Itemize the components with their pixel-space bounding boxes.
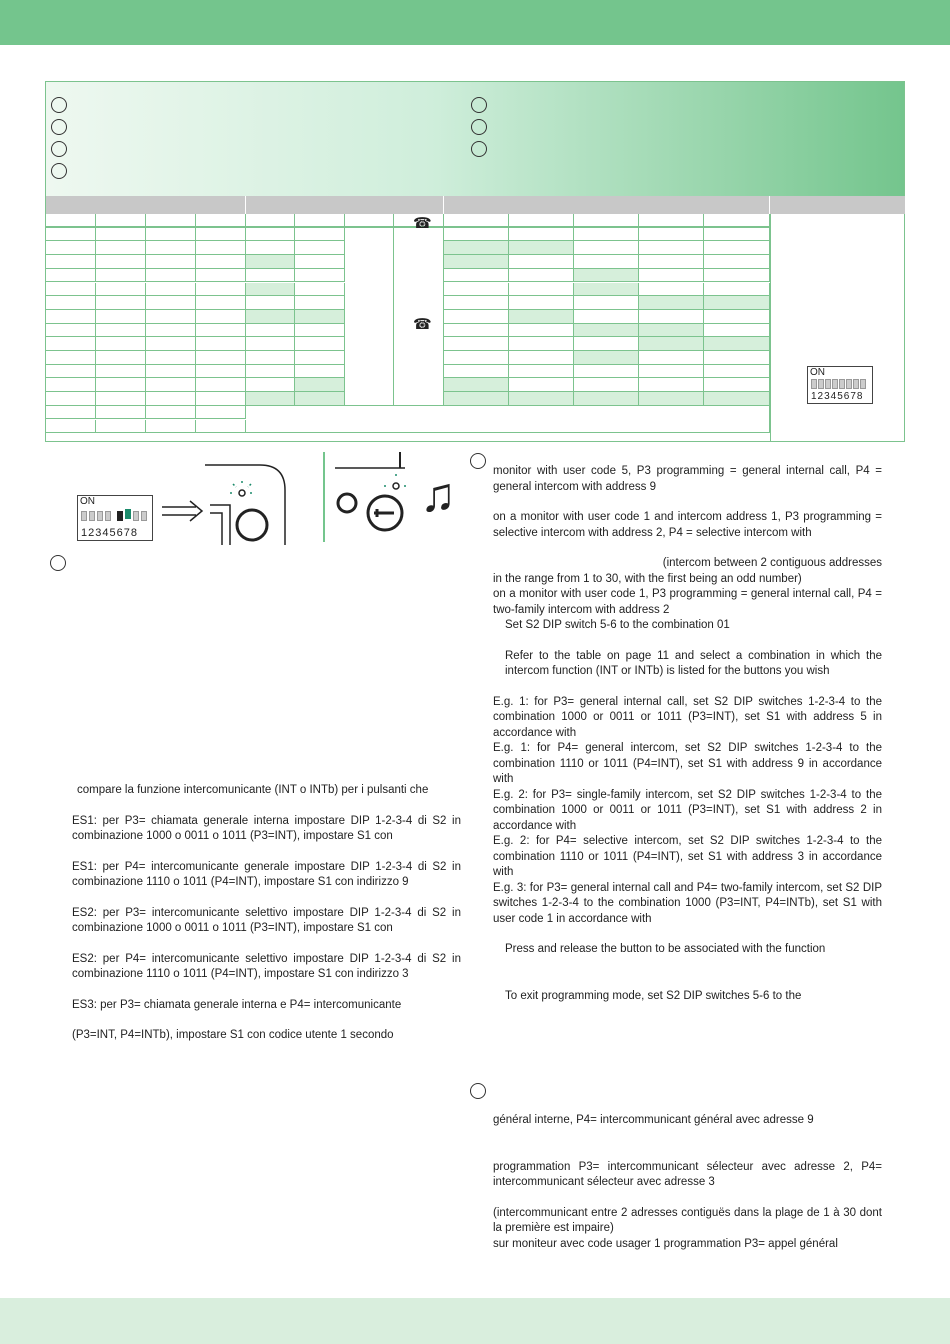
paragraph: ES2: per P4= intercomunicante selettivo impostare DIP 1-2-3-4 di S2 in combinazione 1110 o 1011 (P4=INT), impostare S1 con indirizzo 3 [72, 952, 461, 980]
button-icon [338, 494, 356, 512]
paragraph: sur moniteur avec code usager 1 programmation P3= appel général [493, 1237, 838, 1250]
language-marker [470, 1083, 486, 1099]
led-blink-illustration [330, 450, 430, 535]
paragraph: compare la funzione intercomunicante (INT o INTb) per i pulsanti che [77, 784, 429, 796]
column-group-header [444, 196, 770, 214]
language-marker [470, 453, 486, 469]
paragraph: on a monitor with user code 1 and intercom address 1, P3 programming = selective intercom with address 2, P4 = selective intercom with [493, 511, 882, 539]
paragraph: E.g. 2: for P3= single-family intercom, set S2 DIP switches 1-2-3-4 to the combination 1000 or 0011 or 1011 (P3=INT), set S1 with address 2 in accordance with [493, 788, 882, 832]
language-marker [50, 555, 66, 571]
column-group-header [46, 196, 246, 214]
column-group-header [246, 196, 444, 214]
language-marker [471, 119, 487, 135]
dip-legend-column [770, 214, 905, 441]
paragraph: Set S2 DIP switch 5-6 to the combination 01 [505, 619, 730, 631]
handset-icon: ☎ [413, 316, 432, 333]
paragraph: on a monitor with user code 1, P3 programming = general internal call, P4 = two-family intercom with address 2 [493, 588, 882, 616]
led-icon [239, 490, 245, 496]
dip-on-label: ON [80, 496, 95, 507]
paragraph: ES2: per P3= intercomunicante selettivo impostare DIP 1-2-3-4 di S2 in combinazione 1000 o 0011 o 1011 (P3=INT), impostare S1 con [72, 906, 461, 934]
dip-switch-diagram [807, 366, 873, 404]
top-band [0, 0, 950, 45]
paragraph: général interne, P4= intercommunicant général avec adresse 9 [493, 1114, 814, 1126]
paragraph: ES1: per P4= intercomunicante generale impostare DIP 1-2-3-4 di S2 in combinazione 1110 o 1011 (P4=INT), impostare S1 con indirizzo 9 [72, 860, 461, 888]
language-marker [471, 141, 487, 157]
paragraph: (intercommunicant entre 2 adresses contiguës dans la plage de 1 à 30 dont la première est impaire) [493, 1206, 882, 1234]
paragraph: monitor with user code 5, P3 programming = general internal call, P4 = general intercom with address 9 [493, 465, 882, 493]
paragraph: (intercom between 2 contiguous addresses [662, 557, 882, 569]
monitor-button-illustration [160, 455, 300, 545]
column-group-header [770, 196, 906, 214]
programming-table-panel [45, 81, 905, 442]
paragraph: E.g. 1: for P4= general intercom, set S2 DIP switches 1-2-3-4 to the combination 1110 or 1011 (P4=INT), set S1 with address 9 in accordance with [493, 742, 882, 785]
dip-numbers: 12345678 [811, 391, 864, 402]
divider [323, 452, 325, 542]
english-instructions [493, 464, 882, 1004]
handset-icon: ☎ [413, 215, 432, 232]
paragraph: To exit programming mode, set S2 DIP switches 5-6 to the [505, 989, 802, 1002]
language-marker [51, 119, 67, 135]
paragraph: (P3=INT, P4=INTb), impostare S1 con codice utente 1 secondo [72, 1029, 394, 1041]
arrow-icon [162, 501, 202, 521]
paragraph: E.g. 3: for P3= general internal call and P4= two-family intercom, set S2 DIP switches 1-2-3-4 to the combination 1000 (P3=INT, P4=INTb), set S1 with user code 1 in accordance with [493, 881, 882, 925]
button-icon [237, 510, 267, 540]
key-icon [374, 509, 394, 517]
paragraph: E.g. 1: for P3= general internal call, set S2 DIP switches 1-2-3-4 to the combination 1000 or 0011 or 1011 (P3=INT), set S1 with address 5 in accordance with [493, 695, 882, 739]
italian-instructions [72, 783, 461, 1044]
language-marker [51, 97, 67, 113]
paragraph: Press and release the button to be associated with the function [505, 943, 826, 955]
paragraph: programmation P3= intercommunicant sélecteur avec adresse 2, P4= intercommunicant sélecteur avec adresse 3 [493, 1160, 882, 1188]
bottom-band [0, 1298, 950, 1344]
french-instructions [493, 1113, 882, 1252]
paragraph: ES1: per P3= chiamata generale interna impostare DIP 1-2-3-4 di S2 in combinazione 1000 o 0011 o 1011 (P3=INT), impostare S1 con [72, 814, 461, 842]
dip-on-label: ON [810, 367, 825, 378]
music-icon: ♫ [420, 469, 456, 522]
led-icon [393, 483, 399, 489]
paragraph: in the range from 1 to 30, with the first being an odd number) [493, 572, 802, 585]
dip-numbers: 12345678 [81, 527, 138, 539]
language-marker [471, 97, 487, 113]
paragraph: Refer to the table on page 11 and select a combination in which the intercom function (INT or INTb) is listed for the buttons you wish [505, 649, 882, 677]
paragraph: E.g. 2: for P4= selective intercom, set S2 DIP switches 1-2-3-4 to the combination 1110 or 1011 (P4=INT), set S1 with address 3 in accordance with [493, 835, 882, 878]
language-marker [51, 141, 67, 157]
language-marker [51, 163, 67, 179]
dip-switch-setting [77, 495, 153, 541]
paragraph: ES3: per P3= chiamata generale interna e P4= intercomunicante [72, 998, 402, 1011]
